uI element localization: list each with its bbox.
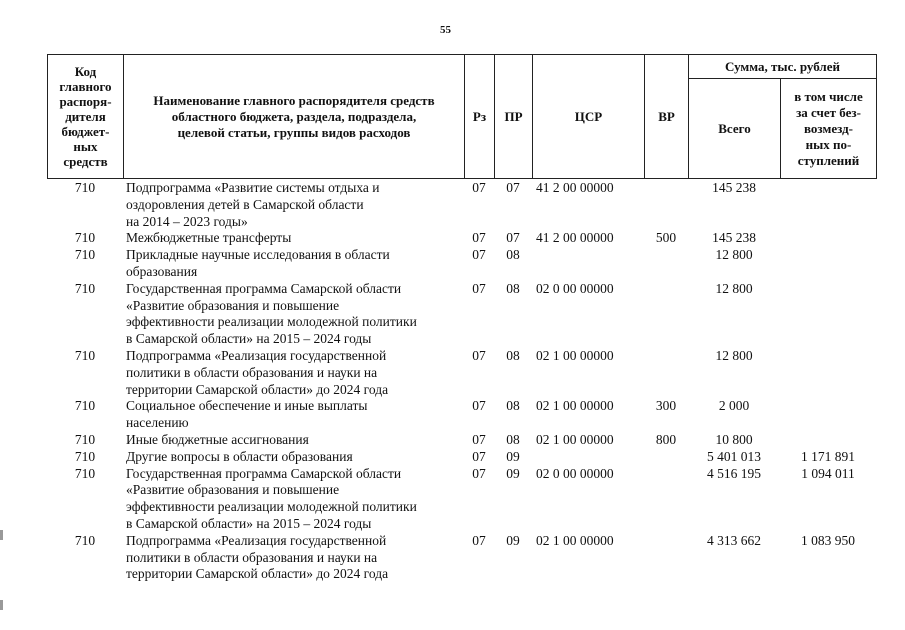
header-name: Наименование главного распорядителя средств областного бюджета, раздела, подраздела, целевой статьи, группы видов расходов (124, 55, 465, 179)
cell-name: Межбюджетные трансферты (126, 230, 292, 246)
cell-csr: 02 0 00 00000 (536, 280, 614, 296)
cell-incl (780, 180, 876, 230)
cell-incl: 1 083 950 (801, 532, 855, 548)
header-code: Код главного распоря- дителя бюджет- ных средств (48, 55, 124, 179)
header-rz: Рз (465, 55, 495, 179)
cell-incl: 1 094 011 (801, 465, 855, 481)
header-sum: Сумма, тыс. рублей (689, 55, 877, 79)
cell-total: 10 800 (715, 431, 753, 447)
cell-code: 710 (74, 280, 96, 296)
cell-pr: 08 (506, 398, 520, 414)
table-row (47, 247, 876, 281)
cell-pr: 09 (506, 532, 520, 548)
cell-name: Подпрограмма «Развитие системы отдыха и оздоровления детей в Самарской области на 2014 – 2023 годы» (126, 180, 380, 229)
table-body (47, 180, 876, 583)
table-row (47, 230, 876, 247)
cell-code: 710 (74, 180, 96, 195)
cell-rz: 07 (472, 532, 486, 548)
cell-csr (532, 449, 644, 466)
cell-incl (780, 247, 876, 281)
cell-code: 710 (74, 431, 96, 447)
table-row (47, 432, 876, 449)
cell-csr: 41 2 00 00000 (536, 180, 614, 195)
cell-rz: 07 (472, 280, 486, 296)
cell-total: 12 800 (715, 347, 753, 363)
table-header (47, 54, 877, 179)
table-row (47, 281, 876, 348)
cell-pr: 09 (506, 448, 520, 464)
cell-rz: 07 (472, 180, 486, 195)
cell-rz: 07 (472, 347, 486, 363)
cell-name: Другие вопросы в области образования (126, 448, 353, 464)
cell-csr: 02 1 00 00000 (536, 398, 614, 414)
cell-rz: 07 (472, 398, 486, 414)
cell-total: 145 238 (712, 230, 756, 246)
cell-name: Прикладные научные исследования в области образования (126, 247, 390, 279)
cell-incl (780, 230, 876, 247)
table-row (47, 466, 876, 533)
cell-rz: 07 (472, 465, 486, 481)
cell-vr: 500 (655, 230, 677, 246)
cell-incl (780, 348, 876, 398)
cell-name: Социальное обеспечение и иные выплаты населению (126, 398, 368, 431)
cell-vr: 300 (655, 398, 677, 414)
header-pr: ПР (495, 55, 533, 179)
cell-name: Подпрограмма «Реализация государственной политики в области образования и науки на территории Самарской области» до 2024 года (126, 532, 389, 582)
cell-name: Иные бюджетные ассигнования (126, 431, 309, 447)
table-row (47, 348, 876, 398)
cell-total: 2 000 (718, 398, 750, 414)
cell-total: 4 313 662 (707, 532, 761, 548)
cell-incl: 1 171 891 (801, 448, 855, 464)
cell-total: 12 800 (715, 247, 753, 263)
cell-code: 710 (74, 347, 96, 363)
cell-rz: 07 (472, 431, 486, 447)
cell-incl (780, 281, 876, 348)
table-row (47, 533, 876, 583)
cell-code: 710 (74, 448, 96, 464)
cell-total: 4 516 195 (707, 465, 761, 481)
cell-pr: 08 (506, 247, 520, 263)
header-total: Всего (689, 79, 781, 179)
cell-pr: 07 (506, 180, 520, 195)
cell-name: Государственная программа Самарской области «Развитие образования и повышение эффективности реализации молодежной политики в Самарской области» на 2015 – 2024 годы (126, 280, 417, 347)
table-row (47, 449, 876, 466)
cell-csr: 02 1 00 00000 (536, 532, 614, 548)
cell-csr (532, 247, 644, 281)
cell-csr: 41 2 00 00000 (536, 230, 614, 246)
scan-artifact (0, 600, 3, 610)
scan-artifact (0, 530, 3, 540)
cell-code: 710 (74, 230, 96, 246)
cell-code: 710 (74, 465, 96, 481)
cell-incl (780, 432, 876, 449)
cell-name: Государственная программа Самарской области «Развитие образования и повышение эффективности реализации молодежной политики в Самарской области» на 2015 – 2024 годы (126, 465, 417, 531)
cell-vr (644, 449, 688, 466)
cell-csr: 02 1 00 00000 (536, 431, 614, 447)
cell-code: 710 (74, 247, 96, 263)
cell-vr (644, 348, 688, 398)
table-row (47, 180, 876, 230)
cell-code: 710 (74, 398, 96, 414)
cell-pr: 07 (506, 230, 520, 246)
cell-total: 5 401 013 (707, 448, 761, 464)
cell-vr (644, 180, 688, 230)
cell-vr (644, 247, 688, 281)
header-vr: ВР (645, 55, 689, 179)
cell-incl (780, 398, 876, 432)
page-number: 55 (440, 24, 451, 36)
cell-csr: 02 1 00 00000 (536, 347, 614, 363)
table-row (47, 398, 876, 432)
cell-name: Подпрограмма «Реализация государственной политики в области образования и науки на территории Самарской области» до 2024 года (126, 347, 389, 397)
cell-vr (644, 533, 688, 583)
cell-vr: 800 (655, 431, 677, 447)
cell-total: 145 238 (712, 180, 756, 195)
cell-rz: 07 (472, 230, 486, 246)
header-csr: ЦСР (533, 55, 645, 179)
cell-vr (644, 281, 688, 348)
cell-total: 12 800 (715, 280, 753, 296)
cell-code: 710 (74, 532, 96, 548)
cell-rz: 07 (472, 247, 486, 263)
cell-pr: 09 (506, 465, 520, 481)
header-incl: в том числе за счет без- возмезд- ных по- ступлений (781, 79, 877, 179)
cell-pr: 08 (506, 431, 520, 447)
cell-vr (644, 466, 688, 533)
cell-pr: 08 (506, 347, 520, 363)
cell-pr: 08 (506, 280, 520, 296)
cell-rz: 07 (472, 448, 486, 464)
cell-csr: 02 0 00 00000 (536, 465, 614, 481)
